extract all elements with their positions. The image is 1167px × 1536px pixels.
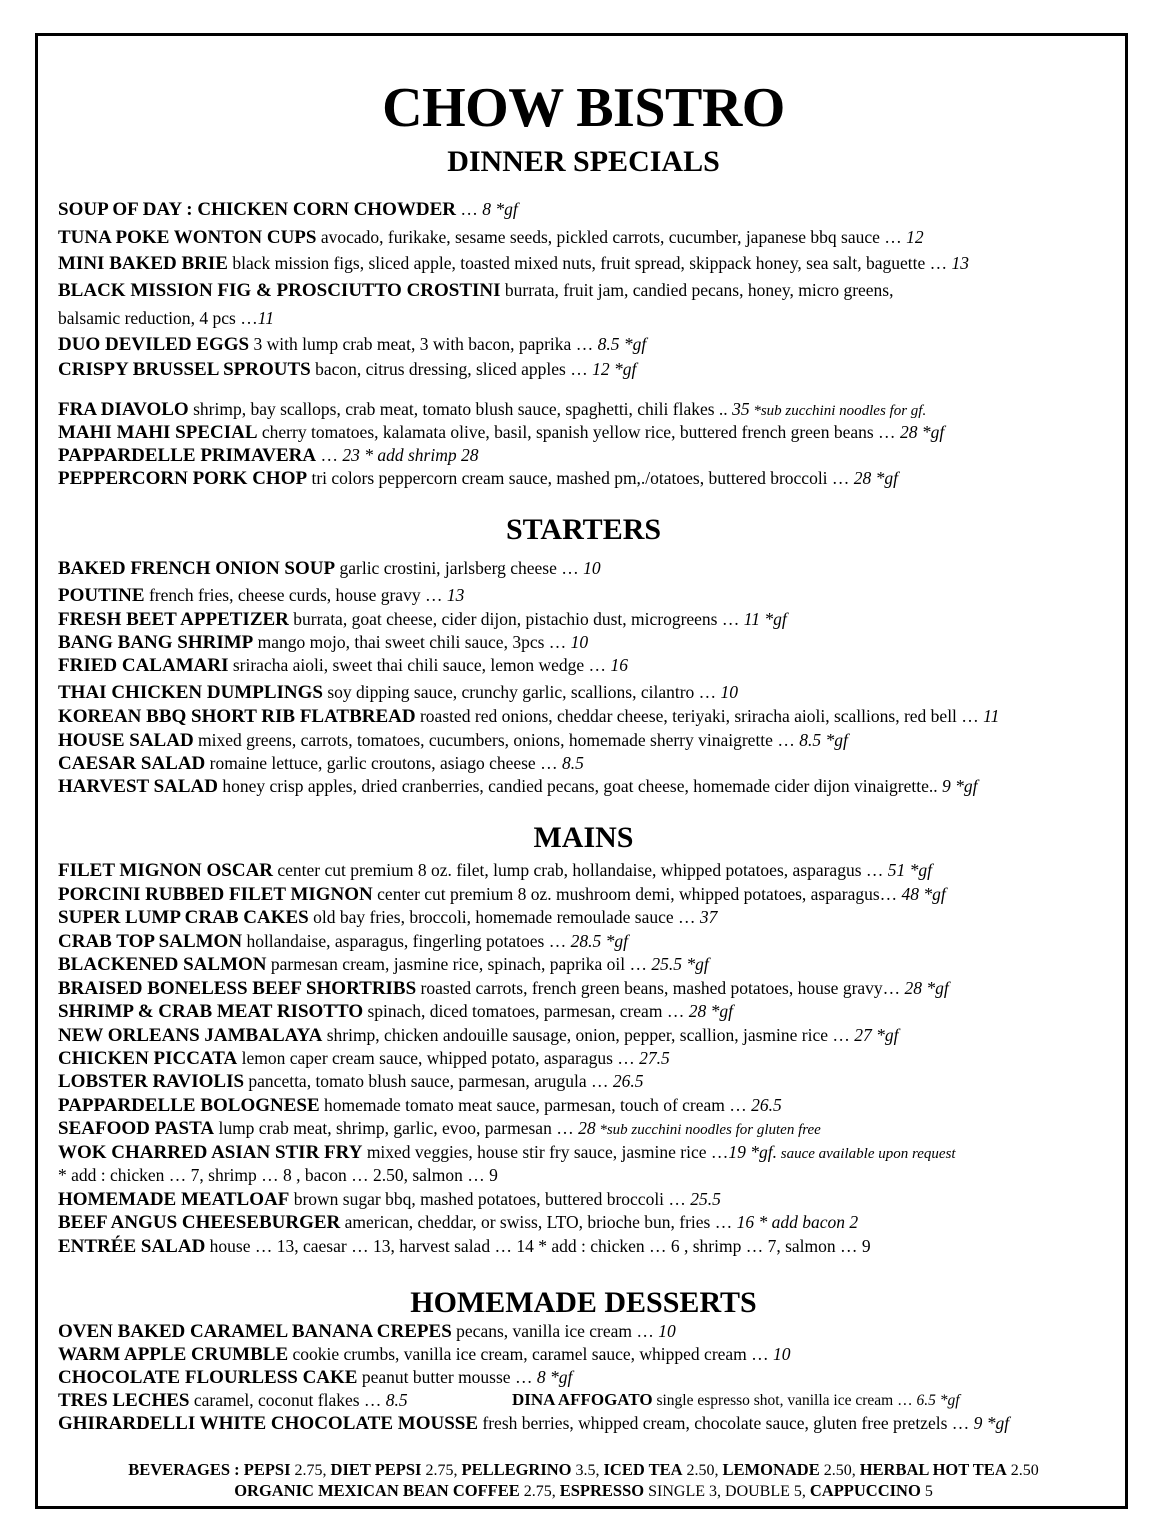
item-name: WOK CHARRED ASIAN STIR FRY [58, 1142, 363, 1163]
item-name: BANG BANG SHRIMP [58, 632, 254, 653]
item-description: center cut premium 8 oz. mushroom demi, whipped potatoes, asparagus… [372, 884, 898, 904]
item-price: 8 *gf [532, 1367, 573, 1387]
item-price: 35 [727, 399, 750, 419]
menu-item [58, 557, 601, 580]
item-description: garlic crostini, jarlsberg cheese … [335, 558, 579, 578]
item-description: shrimp, chicken andouille sausage, onion, pepper, scallion, jasmine rice … [322, 1025, 850, 1045]
item-name: SUPER LUMP CRAB CAKES [58, 907, 309, 928]
item-description: lump crab meat, shrimp, garlic, evoo, parmesan … [214, 1118, 574, 1138]
item-price: 10 [768, 1344, 791, 1364]
item-name: PAPPARDELLE BOLOGNESE [58, 1095, 320, 1116]
menu-item [58, 584, 464, 607]
item-price: 8.5 *gf [593, 334, 647, 354]
item-price: 10 [653, 1321, 676, 1341]
item-description: burrata, fruit jam, candied pecans, honey, micro greens, [500, 280, 894, 300]
item-name: TUNA POKE WONTON CUPS [58, 227, 317, 248]
item-name: GHIRARDELLI WHITE CHOCOLATE MOUSSE [58, 1413, 479, 1434]
beverage-name: HERBAL HOT TEA [859, 1460, 1007, 1479]
menu-item [58, 953, 709, 976]
item-description: lemon caper cream sauce, whipped potato, asparagus … [237, 1048, 635, 1068]
item-price: 25.5 [685, 1189, 721, 1209]
item-price: 13 [947, 253, 969, 273]
item-name: WARM APPLE CRUMBLE [58, 1344, 289, 1365]
item-price: 8.5 *gf [794, 730, 848, 750]
dinner-specials-heading: DINNER SPECIALS [447, 145, 720, 178]
item-price: 28 *gf [684, 1001, 733, 1021]
item-name: FRA DIAVOLO [58, 399, 189, 420]
beverage-name: DIET PEPSI [330, 1460, 422, 1479]
restaurant-name: CHOW BISTRO [382, 77, 785, 139]
item-description: honey crisp apples, dried cranberries, candied pecans, goat cheese, homemade cider dijon vinaigrette.. [218, 776, 938, 796]
menu-item [58, 1094, 782, 1117]
item-description: french fries, cheese curds, house gravy … [144, 585, 443, 605]
item-name: DINA AFFOGATO [512, 1390, 653, 1409]
item-name: ENTRÉE SALAD [58, 1236, 206, 1257]
item-price: 11 *gf [739, 609, 787, 629]
item-name: CHOCOLATE FLOURLESS CAKE [58, 1367, 358, 1388]
item-price: 26.5 [746, 1095, 782, 1115]
item-note: sauce available upon request [777, 1146, 956, 1162]
menu-item [58, 444, 478, 467]
item-price: 28.5 *gf [566, 931, 628, 951]
item-description: mango mojo, thai sweet chili sauce, 3pcs … [253, 632, 567, 652]
menu-item [58, 1047, 670, 1070]
menu-item [58, 906, 717, 929]
item-name: MAHI MAHI SPECIAL [58, 422, 258, 443]
item-name: BEEF ANGUS CHEESEBURGER [58, 1212, 341, 1233]
menu-item [58, 1366, 572, 1389]
item-name: BLACKENED SALMON [58, 954, 267, 975]
beverage-name: LEMONADE [722, 1460, 820, 1479]
menu-item [58, 333, 646, 356]
item-name: BLACK MISSION FIG & PROSCIUTTO CROSTINI [58, 280, 501, 301]
item-description: peanut butter mousse … [357, 1367, 533, 1387]
item-price: 9 *gf [969, 1413, 1010, 1433]
item-name: LOBSTER RAVIOLIS [58, 1071, 245, 1092]
item-name: CAESAR SALAD [58, 753, 206, 774]
menu-item [58, 729, 848, 752]
mains-heading: MAINS [533, 821, 634, 854]
item-price: 13 [442, 585, 465, 605]
item-description: cherry tomatoes, kalamata olive, basil, spanish yellow rice, buttered french green beans … [257, 422, 896, 442]
item-description: caramel, coconut flakes … [189, 1390, 382, 1410]
item-description: romaine lettuce, garlic croutons, asiago cheese … [205, 753, 558, 773]
menu-item [58, 198, 518, 221]
menu-item [58, 752, 584, 775]
item-price: 12 *gf [587, 359, 637, 379]
item-name: POUTINE [58, 585, 145, 606]
item-name: BAKED FRENCH ONION SOUP [58, 558, 336, 579]
item-description: roasted carrots, french green beans, mashed potatoes, house gravy… [416, 978, 901, 998]
item-name: FRIED CALAMARI [58, 655, 229, 676]
item-description: sriracha aioli, sweet thai chili sauce, lemon wedge … [228, 655, 607, 675]
menu-item [58, 1164, 498, 1186]
item-note: *sub zucchini noodles for gf. [749, 403, 927, 419]
item-name: NEW ORLEANS JAMBALAYA [58, 1025, 323, 1046]
item-description: brown sugar bbq, mashed potatoes, buttered broccoli … [289, 1189, 686, 1209]
item-price: 26.5 [608, 1071, 644, 1091]
item-description: roasted red onions, cheddar cheese, teriyaki, sriracha aioli, scallions, red bell … [415, 706, 979, 726]
item-description: mixed veggies, house stir fry sauce, jasmine rice … [362, 1142, 729, 1162]
menu-item [58, 883, 946, 906]
item-description: homemade tomato meat sauce, parmesan, touch of cream … [319, 1095, 747, 1115]
menu-item [58, 1235, 871, 1258]
item-price: 27 *gf [849, 1025, 899, 1045]
beverage-name: ORGANIC MEXICAN BEAN COFFEE [234, 1481, 520, 1500]
item-name: HOMEMADE MEATLOAF [58, 1189, 290, 1210]
beverage-price: 2.50, [819, 1462, 860, 1479]
item-description: single espresso shot, vanilla ice cream … [652, 1392, 913, 1409]
item-price: 8.5 [381, 1390, 408, 1410]
item-name: HARVEST SALAD [58, 776, 218, 797]
item-name: SHRIMP & CRAB MEAT RISOTTO [58, 1001, 364, 1022]
item-price: 25.5 *gf [646, 954, 709, 974]
item-description: soy dipping sauce, crunchy garlic, scallions, cilantro … [322, 682, 717, 702]
item-note: *sub zucchini noodles for gluten free [595, 1122, 821, 1138]
menu-item [58, 398, 926, 422]
item-description: pecans, vanilla ice cream … [451, 1321, 654, 1341]
item-description: black mission figs, sliced apple, toasted mixed nuts, fruit spread, skippack honey, sea salt, baguette … [227, 253, 948, 273]
item-price: 16 [606, 655, 628, 675]
item-price: 10 [716, 682, 739, 702]
beverage-price: 2.75, [421, 1462, 462, 1479]
beverage-name: ICED TEA [603, 1460, 683, 1479]
item-description: spinach, diced tomatoes, parmesan, cream … [363, 1001, 685, 1021]
menu-item [58, 1389, 408, 1412]
menu-item [58, 1070, 644, 1093]
beverage-price: SINGLE 3, DOUBLE 5, [644, 1483, 810, 1500]
item-name: PEPPERCORN PORK CHOP [58, 468, 308, 489]
item-price: 10 [578, 558, 601, 578]
item-name: FILET MIGNON OSCAR [58, 860, 274, 881]
item-description: 3 with lump crab meat, 3 with bacon, paprika … [249, 334, 594, 354]
item-price: 37 [695, 907, 718, 927]
item-description: parmesan cream, jasmine rice, spinach, paprika oil … [266, 954, 647, 974]
beverages-line-2 [0, 1481, 1167, 1502]
item-price: 28 *gf [895, 422, 945, 442]
item-description: pancetta, tomato blush sauce, parmesan, arugula … [244, 1071, 609, 1091]
item-description: mixed greens, carrots, tomatoes, cucumbers, onions, homemade sherry vinaigrette … [193, 730, 795, 750]
menu-item [58, 1320, 676, 1343]
menu-item [58, 1117, 821, 1141]
item-price: 12 [901, 227, 924, 247]
item-description: avocado, furikake, sesame seeds, pickled carrots, cucumber, japanese bbq sauce … [316, 227, 902, 247]
menu-item [58, 421, 944, 444]
item-name: PAPPARDELLE PRIMAVERA [58, 445, 317, 466]
item-price: 6.5 *gf [912, 1392, 960, 1409]
desserts-heading: HOMEMADE DESSERTS [410, 1286, 757, 1319]
menu-item [58, 467, 898, 490]
item-price: 28 *gf [849, 468, 899, 488]
menu-item [58, 252, 969, 275]
item-name: FRESH BEET APPETIZER [58, 609, 289, 630]
item-description: … [455, 199, 478, 219]
beverage-price: 2.75, [290, 1462, 331, 1479]
item-price: 48 *gf [897, 884, 946, 904]
beverage-name: ESPRESSO [559, 1481, 645, 1500]
menu-item [512, 1389, 960, 1412]
menu-item [58, 1188, 721, 1211]
item-description: shrimp, bay scallops, crab meat, tomato blush sauce, spaghetti, chili flakes .. [188, 399, 728, 419]
menu-item [58, 1141, 956, 1165]
item-name: SOUP OF DAY : CHICKEN CORN CHOWDER [58, 199, 456, 220]
beverage-price: 5 [920, 1483, 933, 1500]
item-price: 10 [566, 632, 589, 652]
item-price: 27.5 [634, 1048, 670, 1068]
item-name: BRAISED BONELESS BEEF SHORTRIBS [58, 978, 417, 999]
menu-item [58, 226, 924, 249]
item-name: CRAB TOP SALMON [58, 931, 243, 952]
item-description: burrata, goat cheese, cider dijon, pistachio dust, microgreens … [288, 609, 740, 629]
menu-item [58, 681, 738, 704]
item-name: OVEN BAKED CARAMEL BANANA CREPES [58, 1321, 452, 1342]
item-name: HOUSE SALAD [58, 730, 194, 751]
menu-item [58, 279, 894, 302]
beverage-name: CAPPUCCINO [809, 1481, 921, 1500]
item-price: 11 [257, 308, 274, 328]
menu-item [58, 358, 636, 381]
menu-item [58, 608, 787, 631]
item-description: hollandaise, asparagus, fingerling potatoes … [242, 931, 567, 951]
item-description: american, cheddar, or swiss, LTO, brioche bun, fries … [340, 1212, 733, 1232]
beverage-name: PELLEGRINO [461, 1460, 572, 1479]
item-description: … [316, 445, 338, 465]
item-description: fresh berries, whipped cream, chocolate sauce, gluten free pretzels … [478, 1413, 970, 1433]
item-name: PORCINI RUBBED FILET MIGNON [58, 884, 373, 905]
item-name: SEAFOOD PASTA [58, 1118, 215, 1139]
menu-item [58, 1024, 899, 1047]
item-price: 28 *gf [900, 978, 949, 998]
item-description: balsamic reduction, 4 pcs … [58, 308, 258, 328]
item-price: 19 *gf. [728, 1142, 777, 1162]
menu-item [58, 1343, 791, 1366]
beverages-line-1 [0, 1460, 1167, 1481]
item-price: 28 [573, 1118, 596, 1138]
item-description: house … 13, caesar … 13, harvest salad … 14 * add : chicken … 6 , shrimp … 7, salmon … 9 [205, 1236, 871, 1256]
beverage-price: 2.50 [1006, 1462, 1039, 1479]
item-price: 16 * add bacon 2 [732, 1212, 859, 1232]
item-name: KOREAN BBQ SHORT RIB FLATBREAD [58, 706, 416, 727]
item-price: 11 [978, 706, 1000, 726]
item-price: 8.5 [557, 753, 584, 773]
item-description: center cut premium 8 oz. filet, lump crab, hollandaise, whipped potatoes, asparagus … [273, 860, 884, 880]
item-description: old bay fries, broccoli, homemade remoulade sauce … [308, 907, 696, 927]
beverage-price: 3.5, [571, 1462, 604, 1479]
item-name: TRES LECHES [58, 1390, 190, 1411]
item-price: 9 *gf [937, 776, 978, 796]
item-description: tri colors peppercorn cream sauce, mashed pm,./otatoes, buttered broccoli … [307, 468, 850, 488]
starters-heading: STARTERS [505, 513, 662, 546]
menu-item [58, 930, 628, 953]
item-price: 8 *gf [477, 199, 518, 219]
menu-item [58, 654, 628, 677]
item-price: 23 * add shrimp 28 [337, 445, 479, 465]
item-description: cookie crumbs, vanilla ice cream, caramel sauce, whipped cream … [288, 1344, 769, 1364]
item-name: CRISPY BRUSSEL SPROUTS [58, 359, 311, 380]
menu-item [58, 775, 978, 798]
menu-item [58, 1412, 1009, 1435]
item-name: CHICKEN PICCATA [58, 1048, 238, 1069]
item-price: 51 *gf [883, 860, 933, 880]
beverage-price: 2.75, [519, 1483, 560, 1500]
menu-item [58, 307, 274, 329]
item-name: MINI BAKED BRIE [58, 253, 228, 274]
menu-item [58, 705, 999, 728]
item-description: * add : chicken … 7, shrimp … 8 , bacon … 2.50, salmon … 9 [58, 1165, 498, 1185]
menu-item [58, 977, 949, 1000]
menu-item [58, 631, 588, 654]
item-description: bacon, citrus dressing, sliced apples … [310, 359, 588, 379]
beverage-name: BEVERAGES : PEPSI [128, 1460, 291, 1479]
menu-item [58, 859, 932, 882]
item-name: THAI CHICKEN DUMPLINGS [58, 682, 323, 703]
menu-item [58, 1000, 733, 1023]
menu-item [58, 1211, 858, 1234]
beverage-price: 2.50, [682, 1462, 723, 1479]
item-name: DUO DEVILED EGGS [58, 334, 250, 355]
